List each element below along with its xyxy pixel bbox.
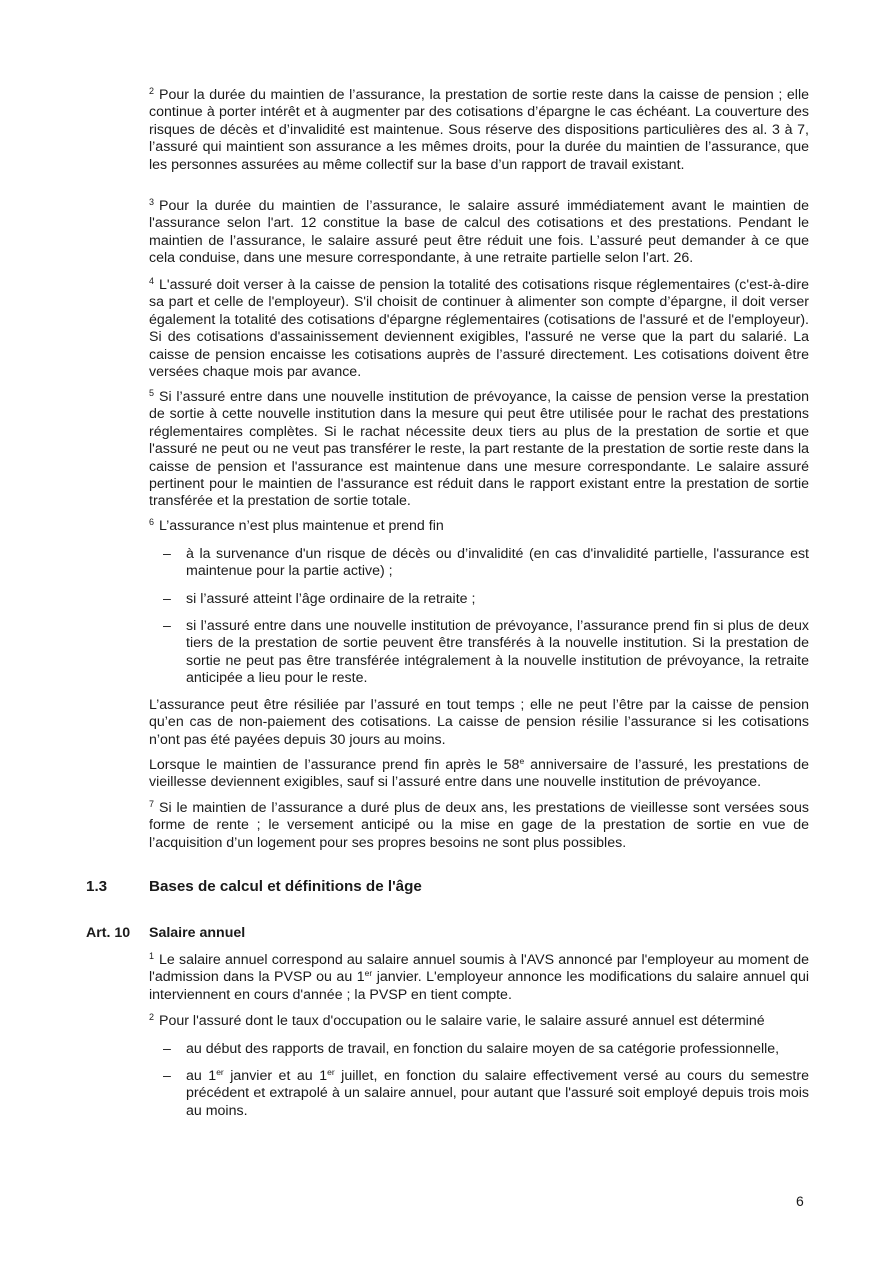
paragraph-text: Pour la durée du maintien de l’assurance, la prestation de sortie reste dans la caisse de pension ; elle continue à porter intérêt et à augmenter par des cotisations d’épargne le cas échéant. La couverture des risques de décès et d’invalidité est maintenue. Sous réserve des dispositions particulières des al. 3 à 7, l’assuré qui maintient son assurance a les mêmes droits, pour la durée du maintien de l’assurance, que les personnes assurées au même collectif sur la base d’un rapport de travail existant.: [149, 87, 809, 173]
list-item: [149, 1068, 809, 1120]
paragraph-text: Le salaire annuel correspond au salaire annuel soumis à l'AVS annoncé par l'employeur au moment de l'admission dans la PVSP ou au 1: [149, 952, 809, 986]
list-item: [149, 591, 809, 608]
paragraph-number: 4: [149, 276, 155, 286]
list-item-text: si l’assuré entre dans une nouvelle institution de prévoyance, l’assurance prend fin si plus de deux tiers de la prestation de sortie peuvent être transférés à la nouvelle institution. Si la prestation de sortie ne peut pas être transférée intégralement à la nouvelle institution de prévoyance, la retraite anticipée a lieu pour le reste.: [186, 618, 809, 687]
paragraph-text: L’assurance peut être résiliée par l’assuré en tout temps ; elle ne peut l’être par la caisse de pension qu’en cas de non-paiement des cotisations. La caisse de pension résilie l’assurance si les cotisations n’ont pas été payées depuis 30 jours au moins.: [149, 697, 809, 748]
article-title: Salaire annuel: [149, 925, 246, 941]
section-title: Bases de calcul et définitions de l'âge: [149, 878, 422, 895]
article-10-paragraph-2: [149, 1013, 809, 1030]
paragraph-text: L’assurance n’est plus maintenue et prend fin: [159, 518, 444, 534]
paragraph-text: anniversaire de l’assuré, les prestations de vieillesse deviennent exigibles, sauf si l’assuré entre dans une nouvelle institution de prévoyance.: [149, 757, 809, 791]
paragraph-2: [149, 87, 809, 174]
article-10-paragraph-1: [149, 952, 809, 1004]
paragraph-text: L'assuré doit verser à la caisse de pension la totalité des cotisations risque réglementaires (c'est-à-dire sa part et celle de l'employeur). S'il choisit de continuer à alimenter son compte d’épargne, il doit verser également la totalité des cotisations d'épargne réglementaires (cotisations de l'assuré et de l'employeur). Si des cotisations d'assainissement deviennent exigibles, l'assuré ne verse que la part du salarié. La caisse de pension encaisse les cotisations auprès de l’assuré directement. Les cotisations doivent être versées chaque mois par avance.: [149, 277, 809, 381]
paragraph-text: Lorsque le maintien de l’assurance prend fin après le 58: [149, 757, 520, 773]
paragraph-number: 6: [149, 517, 155, 527]
paragraph-6-bullet-1: [149, 546, 809, 581]
paragraph-6-termination: [149, 697, 809, 749]
dash-bullet-icon: –: [163, 546, 171, 562]
list-item-text: au 1: [186, 1068, 217, 1084]
section-heading: [86, 878, 422, 896]
paragraph-6-bullet-2: [149, 591, 809, 608]
paragraph-text: Si le maintien de l’assurance a duré plus de deux ans, les prestations de vieillesse sont versées sous forme de rente ; le versement anticipé ou la mise en gage de la prestation de sortie en vue de l’acquisition d’un logement pour ses propres besoins ne sont plus possibles.: [149, 800, 809, 851]
paragraph-number: 5: [149, 388, 155, 398]
list-item-text: à la survenance d'un risque de décès ou d’invalidité (en cas d'invalidité partielle, l'assurance est maintenue pour la partie active) ;: [186, 546, 809, 580]
paragraph-text: Pour l'assuré dont le taux d'occupation ou le salaire varie, le salaire assuré annuel est déterminé: [159, 1013, 765, 1029]
ordinal-suffix: er: [364, 968, 373, 979]
paragraph-number: 7: [149, 799, 155, 809]
paragraph-text: Pour la durée du maintien de l’assurance, le salaire assuré immédiatement avant le maintien de l'assurance selon l'art. 12 constitue la base de calcul des cotisations et des prestations. Pendant le maintien de l’assurance, le salaire assuré peut être réduit une fois. L’assuré peut demander à ce que cela conduise, dans une mesure correspondante, à une retraite partielle selon l’art. 26.: [149, 198, 809, 267]
ordinal-suffix: e: [519, 756, 525, 766]
paragraph-number: 1: [149, 951, 155, 961]
paragraph-5: [149, 389, 809, 511]
paragraph-number: 3: [149, 197, 155, 207]
article-heading: [86, 925, 245, 942]
list-item-text: juillet, en fonction du salaire effectivement versé au cours du semestre précédent et extrapolé à un salaire annuel, pour autant que l'assuré soit employé depuis trois mois au moins.: [186, 1068, 809, 1119]
dash-bullet-icon: –: [163, 1068, 171, 1084]
paragraph-number: 2: [149, 1012, 155, 1022]
dash-bullet-icon: –: [163, 591, 171, 607]
list-item-text: janvier et au 1: [223, 1068, 328, 1084]
section-number: 1.3: [86, 878, 108, 895]
dash-bullet-icon: –: [163, 618, 171, 634]
ordinal-suffix: er: [327, 1067, 335, 1077]
paragraph-number: 2: [149, 86, 155, 96]
paragraph-text: Si l’assuré entre dans une nouvelle institution de prévoyance, la caisse de pension verse la prestation de sortie à cette nouvelle institution dans la mesure qui peut être utilisée pour le rachat des prestations réglementaires complètes. Si le rachat nécessite deux tiers au plus de la prestation de sortie et que l'assuré ne peut ou ne veut pas transférer le reste, la part restante de la prestation de sortie reste dans la caisse de pension et l'assurance est maintenue dans une mesure correspondante. Le salaire assuré pertinent pour le maintien de l'assurance est réduit dans le rapport existant entre la prestation de sortie transférée et la prestation de sortie totale.: [149, 389, 809, 510]
article-10-bullet-2: [149, 1068, 809, 1120]
article-number: Art. 10: [86, 925, 131, 941]
paragraph-7: [149, 800, 809, 852]
list-item: [149, 546, 809, 581]
paragraph-6: [149, 518, 809, 535]
dash-bullet-icon: –: [163, 1041, 171, 1057]
paragraph-3: [149, 198, 809, 268]
ordinal-suffix: er: [216, 1067, 224, 1077]
paragraph-4: [149, 277, 809, 381]
paragraph-text: janvier. L'employeur annonce les modifications du salaire annuel qui interviennent en cours d'année ; la PVSP en tient compte.: [149, 969, 809, 1003]
list-item-text: si l’assuré atteint l’âge ordinaire de la retraite ;: [186, 591, 476, 607]
paragraph-6-old-age: [149, 757, 809, 792]
article-10-bullet-1: [149, 1041, 809, 1058]
page-number: 6: [796, 1193, 804, 1209]
list-item: [149, 618, 809, 688]
paragraph-6-bullet-3: [149, 618, 809, 688]
list-item: [149, 1041, 809, 1058]
list-item-text: au début des rapports de travail, en fonction du salaire moyen de sa catégorie professionnelle,: [186, 1041, 780, 1057]
